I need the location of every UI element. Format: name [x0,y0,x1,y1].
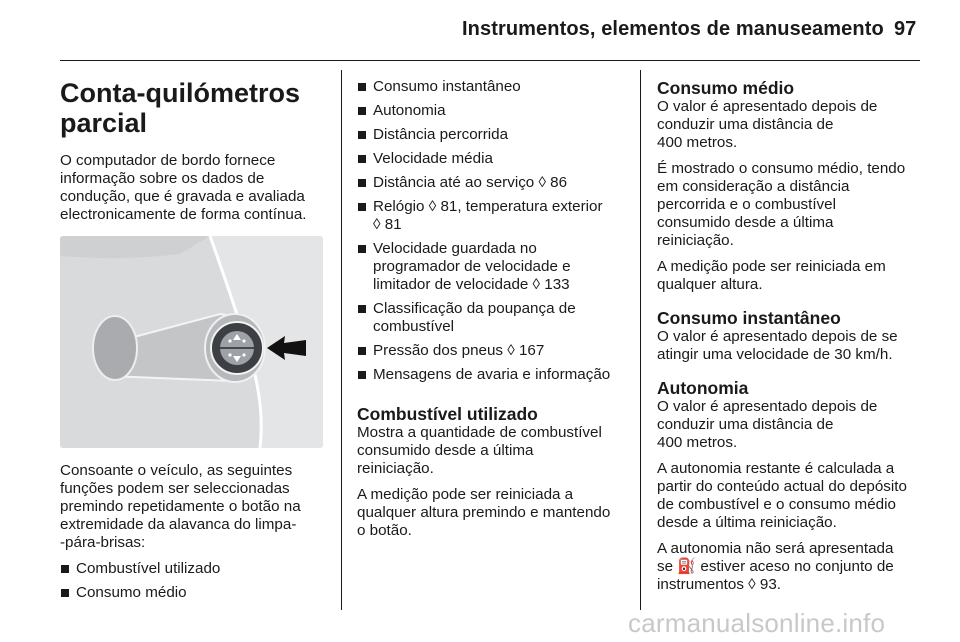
section-heading-trip-odometer: Conta-quilómetros parcial [60,78,300,138]
list-item: Consumo instantâneo [357,78,627,96]
column-divider-2 [640,70,641,610]
header-divider [60,60,920,61]
column-3 [657,70,925,602]
list-item: Velocidade guardada no programador de velocidade e limitador de velocidade ◊ 133 [357,240,627,294]
paragraph: O valor é apresentado depois de conduzir uma distância de 400 metros. [657,398,878,451]
paragraph: É mostrado o consumo médio, tendo em consideração a distância percorrida e o combustível consumido desde a última reiniciação. [657,160,906,249]
list-item: Consumo médio [60,584,328,602]
function-list-part-1 [60,560,328,602]
column-2 [357,70,627,548]
list-item: Relógio ◊ 81, temperatura exterior ◊ 81 [357,198,627,234]
page-number: 97 [894,18,917,40]
list-item: Pressão dos pneus ◊ 167 [357,342,627,360]
list-item: Mensagens de avaria e informação [357,366,627,384]
column-divider-1 [341,70,342,610]
list-item: Distância até ao serviço ◊ 86 [357,174,627,192]
function-list-part-2 [357,78,627,384]
paragraph: Mostra a quantidade de combustível consumido desde a última reiniciação. [357,424,602,477]
paragraph: A autonomia não será apresentada se ⛽ estiver aceso no conjunto de instrumentos ◊ 93. [657,540,894,593]
intro-paragraph: O computador de bordo fornece informação sobre os dados de condução, que é gravada e avaliada electronicamente de forma contínua. [60,152,307,223]
list-item: Autonomia [357,102,627,120]
paragraph: A medição pode ser reiniciada a qualquer altura premindo e mantendo o botão. [357,486,611,539]
list-item: Velocidade média [357,150,627,168]
section-heading-average-consumption: Consumo médio [657,78,795,98]
paragraph: A autonomia restante é calculada a partir do conteúdo actual do depósito de combustível e o consumo médio desde a última reiniciação. [657,460,907,531]
section-heading-instant-consumption: Consumo instantâneo [657,308,841,328]
column-1 [60,70,328,608]
paragraph: O valor é apresentado depois de conduzir uma distância de 400 metros. [657,98,878,151]
list-item: Classificação da poupança de combustível [357,300,627,336]
functions-paragraph: Consoante o veículo, as seguintes funções podem ser seleccionadas premindo repetidamente o botão na extremidade da alavanca do limpa- -pára-brisas: [60,462,301,551]
wiper-lever-illustration [60,236,323,448]
section-heading-range: Autonomia [657,378,749,398]
paragraph: O valor é apresentado depois de se atingir uma velocidade de 30 km/h. [657,328,898,363]
list-item: Combustível utilizado [60,560,328,578]
paragraph: A medição pode ser reiniciada em qualquer altura. [657,258,886,293]
page-header-title: Instrumentos, elementos de manuseamento [462,18,884,40]
watermark: carmanualsonline.info [628,608,886,638]
list-item: Distância percorrida [357,126,627,144]
section-heading-fuel-used: Combustível utilizado [357,404,538,424]
